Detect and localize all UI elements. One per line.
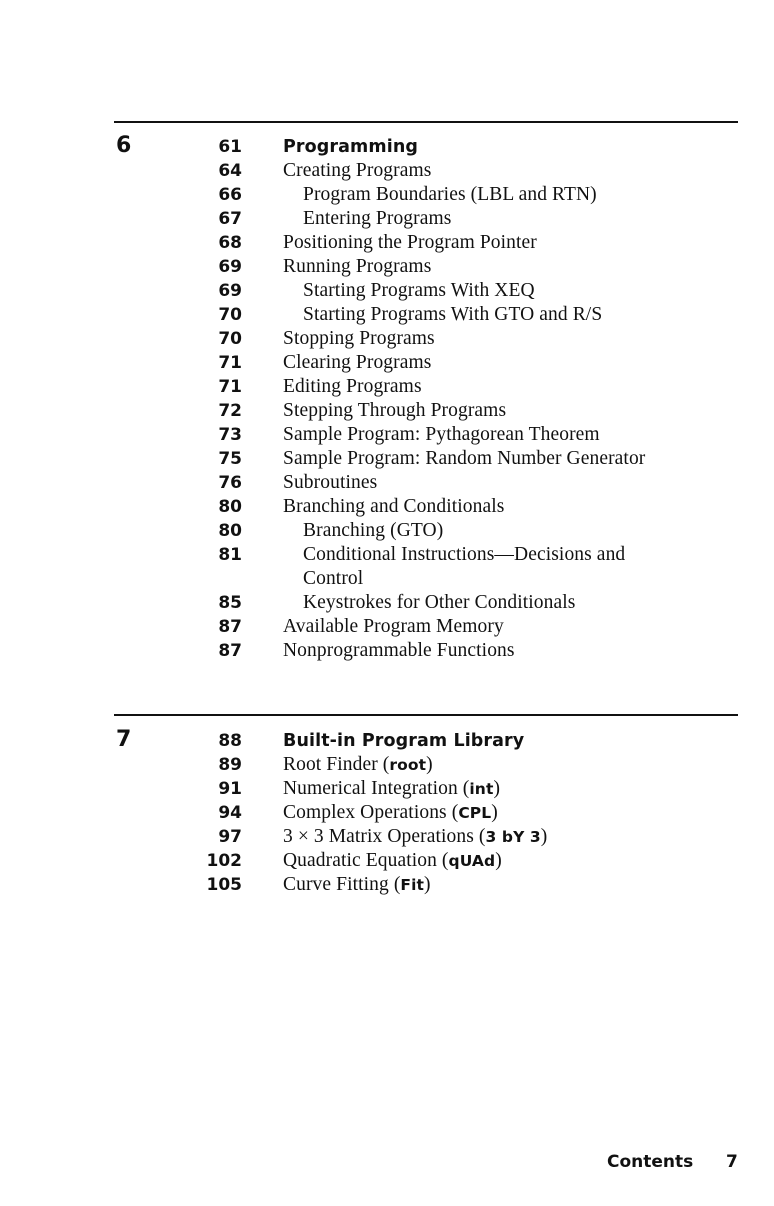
toc-entry-text: Entering Programs: [303, 208, 452, 229]
toc-page-number: 69: [218, 257, 242, 277]
toc-entry-text: 3 × 3 Matrix Operations (: [283, 826, 486, 847]
toc-page-number: 105: [206, 875, 242, 895]
toc-page-number: 88: [218, 731, 242, 751]
toc-page-number: 67: [218, 209, 242, 229]
toc-entry: [0, 519, 774, 543]
toc-entry: [0, 327, 774, 351]
footer-label: Contents: [607, 1152, 694, 1172]
toc-page-number: 76: [218, 473, 242, 493]
toc-entry-title: [283, 159, 431, 183]
chapter-6-rule: [114, 121, 738, 123]
toc-entry-title: [303, 303, 602, 327]
toc-entry-text: Subroutines: [283, 472, 378, 493]
chapter-6-number: 6: [116, 133, 132, 158]
toc-entry-text: Stopping Programs: [283, 328, 435, 349]
chapter-7-entries: [0, 729, 774, 897]
toc-entry: [0, 351, 774, 375]
toc-entry-text: Creating Programs: [283, 160, 432, 181]
toc-entry-suffix: ): [426, 754, 433, 775]
toc-entry-suffix: ): [495, 850, 502, 871]
toc-entry-suffix: ): [424, 874, 431, 895]
toc-entry-title: [283, 471, 377, 495]
toc-entry-text: Starting Programs With GTO and R/S: [303, 304, 603, 325]
toc-entry: [0, 873, 774, 897]
toc-entry-text: Available Program Memory: [283, 616, 504, 637]
program-key-name: Fit: [400, 876, 425, 894]
toc-page-number: 71: [218, 377, 242, 397]
toc-entry-title: [283, 849, 502, 873]
toc-entry-text: Branching (GTO): [303, 520, 444, 541]
toc-entry: [0, 777, 774, 801]
toc-entry-title: [283, 255, 431, 279]
toc-entry-text: Numerical Integration (: [283, 778, 470, 799]
toc-entry: [0, 615, 774, 639]
toc-entry-title: [283, 231, 537, 255]
toc-entry-text: Keystrokes for Other Conditionals: [303, 592, 576, 613]
toc-entry: [0, 471, 774, 495]
toc-entry: [0, 591, 774, 615]
toc-page-number: 81: [218, 545, 242, 565]
toc-entry-text: Built-in Program Library: [283, 731, 525, 751]
toc-entry-text: Root Finder (: [283, 754, 390, 775]
toc-page-number: 68: [218, 233, 242, 253]
program-key-name: CPL: [458, 804, 492, 822]
toc-entry-title: [283, 777, 500, 801]
toc-page-number: 97: [218, 827, 242, 847]
toc-page-number: 61: [218, 137, 242, 157]
toc-entry: [0, 207, 774, 231]
toc-entry-title: [303, 519, 443, 543]
toc-page-number: 94: [218, 803, 242, 823]
toc-page-number: 73: [218, 425, 242, 445]
program-key-name: int: [469, 780, 494, 798]
toc-entry-title: [283, 423, 600, 447]
toc-page-number: 69: [218, 281, 242, 301]
toc-entry-text: Starting Programs With XEQ: [303, 280, 535, 301]
toc-entry: [0, 159, 774, 183]
toc-entry-title: [303, 591, 575, 615]
toc-page-number: 85: [218, 593, 242, 613]
chapter-7-rule: [114, 714, 738, 716]
toc-entry: [0, 279, 774, 303]
toc-entry-title: [283, 825, 547, 849]
toc-page-number: 72: [218, 401, 242, 421]
toc-entry: [0, 639, 774, 663]
toc-entry-title: [283, 615, 504, 639]
toc-entry: [0, 375, 774, 399]
toc-entry: [0, 849, 774, 873]
toc-entry-title: [283, 351, 431, 375]
toc-entry-title: [283, 495, 504, 519]
toc-page-number: 80: [218, 497, 242, 517]
toc-entry: [0, 303, 774, 327]
toc-entry: [0, 255, 774, 279]
toc-entry-title: [283, 873, 431, 897]
toc-entry: [0, 423, 774, 447]
footer-page-number: 7: [726, 1152, 738, 1172]
toc-page-number: 89: [218, 755, 242, 775]
toc-entry: [0, 801, 774, 825]
toc-entry-text: Program Boundaries (LBL and RTN): [303, 184, 597, 205]
toc-page-number: 70: [218, 305, 242, 325]
toc-chapter-title: [283, 729, 524, 753]
toc-entry-text: Curve Fitting (: [283, 874, 401, 895]
toc-entry-text: Quadratic Equation (: [283, 850, 449, 871]
toc-page-number: 75: [218, 449, 242, 469]
program-key-name: 3 bY 3: [485, 828, 541, 846]
toc-entry: [0, 825, 774, 849]
toc-entry-text: Branching and Conditionals: [283, 496, 505, 517]
toc-page-number: 66: [218, 185, 242, 205]
toc-page-number: 64: [218, 161, 242, 181]
toc-entry-title: [303, 279, 535, 303]
toc-entry-title: [283, 801, 498, 825]
toc-entry-text: Nonprogrammable Functions: [283, 640, 515, 661]
toc-entry-text: Positioning the Program Pointer: [283, 232, 537, 253]
toc-entry-text: Complex Operations (: [283, 802, 459, 823]
toc-entry-title: [283, 375, 422, 399]
toc-entry: [0, 753, 774, 777]
toc-entry-text: Running Programs: [283, 256, 432, 277]
toc-entry: [0, 183, 774, 207]
toc-entry-text: Sample Program: Random Number Generator: [283, 448, 646, 469]
toc-page-number: 91: [218, 779, 242, 799]
toc-entry-title: [283, 639, 515, 663]
toc-entry: [0, 567, 774, 591]
toc-entry-text: Stepping Through Programs: [283, 400, 507, 421]
toc-page-number: 71: [218, 353, 242, 373]
toc-entry-suffix: ): [491, 802, 498, 823]
toc-entry: [0, 447, 774, 471]
toc-entry-text: Programming: [283, 137, 418, 157]
toc-entry-title: [303, 567, 363, 591]
toc-entry-suffix: ): [540, 826, 548, 847]
toc-entry: [0, 729, 774, 753]
toc-chapter-title: [283, 135, 418, 159]
toc-page-number: 70: [218, 329, 242, 349]
toc-page-number: 87: [218, 617, 242, 637]
program-key-name: qUAd: [448, 852, 496, 870]
toc-entry: [0, 231, 774, 255]
toc-entry-title: [283, 447, 645, 471]
toc-entry-title: [283, 399, 506, 423]
chapter-7-number: 7: [116, 727, 132, 752]
toc-entry: [0, 399, 774, 423]
toc-entry-text: Editing Programs: [283, 376, 422, 397]
toc-page-number: 102: [206, 851, 242, 871]
toc-entry: [0, 135, 774, 159]
chapter-6-entries: [0, 135, 774, 663]
toc-entry-title: [283, 327, 435, 351]
toc-entry-title: [303, 207, 451, 231]
toc-entry-title: [303, 183, 597, 207]
toc-entry-title: [303, 543, 625, 567]
toc-entry-suffix: ): [493, 778, 501, 799]
toc-entry: [0, 543, 774, 567]
program-key-name: root: [389, 756, 427, 774]
toc-page-number: 87: [218, 641, 242, 661]
toc-entry-text: Control: [303, 568, 364, 589]
toc-entry-text: Sample Program: Pythagorean Theorem: [283, 424, 600, 445]
toc-entry-text: Clearing Programs: [283, 352, 432, 373]
toc-entry-title: [283, 753, 433, 777]
toc-page-number: 80: [218, 521, 242, 541]
toc-entry-text: Conditional Instructions—Decisions and: [303, 544, 626, 565]
toc-entry: [0, 495, 774, 519]
